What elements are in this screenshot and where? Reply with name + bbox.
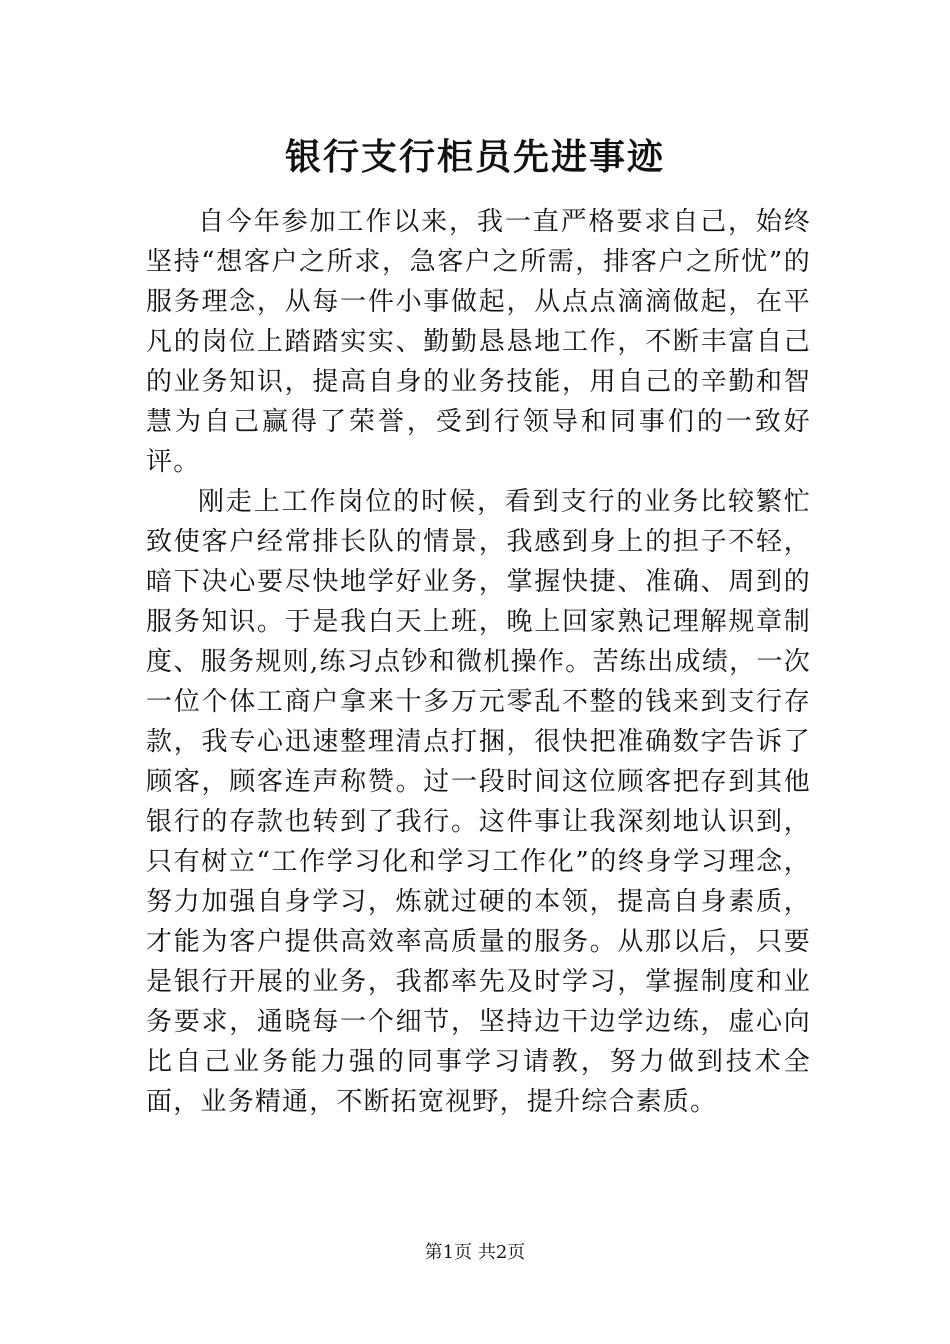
page-number-footer: 第1页 共2页 [424,1242,526,1263]
paragraph-2: 刚走上工作岗位的时候，看到支行的业务比较繁忙致使客户经常排长队的情景，我感到身上的担子不轻，暗下决心要尽快地学好业务，掌握快捷、准确、周到的服务知识。于是我白天上班，晚上回家熟记理解规章制度、服务规则,练习点钞和微机操作。苦练出成绩，一次一位个体工商户拿来十多万元零乱不整的钱来到支行存款，我专心迅速整理清点打捆，很快把准确数字告诉了顾客，顾客连声称赞。过一段时间这位顾客把存到其他银行的存款也转到了我行。这件事让我深刻地认识到，只有树立“工作学习化和学习工作化”的终身学习理念，努力加强自身学习，炼就过硬的本领，提高自身素质，才能为客户提供高效率高质量的服务。从那以后，只要是银行开展的业务，我都率先及时学习，掌握制度和业务要求，通晓每一个细节，坚持边干边学边练，虚心向比自己业务能力强的同事学习请教，努力做到技术全面，业务精通，不断拓宽视野，提升综合素质。 [146,487,811,1117]
paragraph-1: 自今年参加工作以来，我一直严格要求自己，始终坚持“想客户之所求，急客户之所需，排客户之所忧”的服务理念，从每一件小事做起，从点点滴滴做起，在平凡的岗位上踏踏实实、勤勤恳恳地工作，不断丰富自己的业务知识，提高自身的业务技能，用自己的辛勤和智慧为自己赢得了荣誉，受到行领导和同事们的一致好评。 [146,207,811,477]
document-body [146,202,811,1122]
document-title: 银行支行柜员先进事迹 [284,136,665,178]
